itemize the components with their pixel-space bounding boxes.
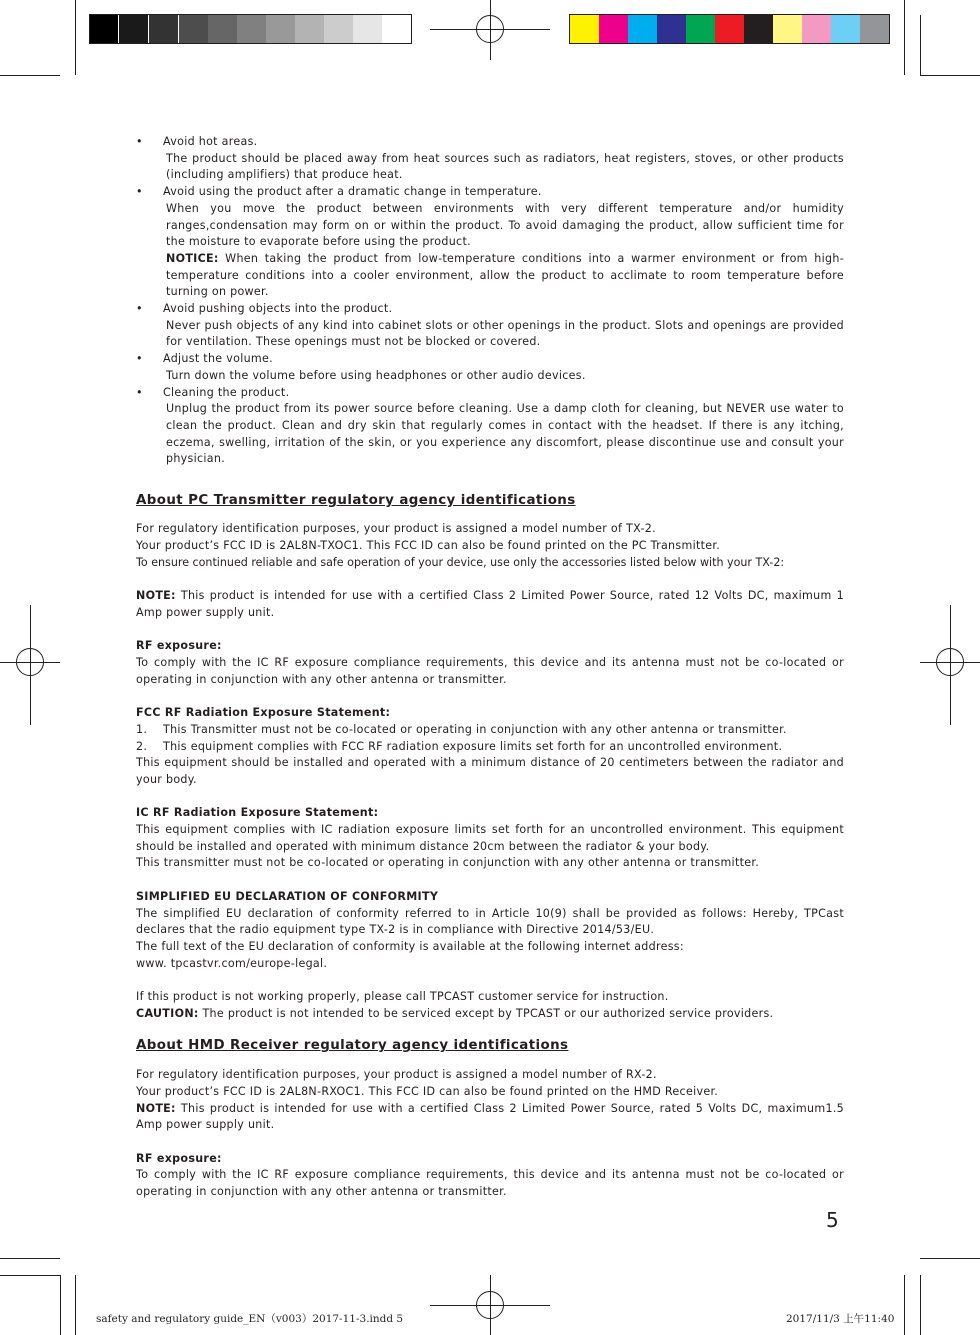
slug-timestamp: 2017/11/3 上午11:40 bbox=[786, 1313, 895, 1325]
fcc-list-text: This equipment complies with FCC RF radiation exposure limits set forth for an uncontrolled environment. bbox=[163, 739, 783, 753]
bullet-body: The product should be placed away from heat sources such as radiators, heat registers, stoves, or other products (including amplifiers) that produce heat. bbox=[166, 151, 844, 182]
bullet-title: • Avoid using the product after a dramatic change in temperature. bbox=[136, 184, 844, 201]
slug-file-info: safety and regulatory guide_EN（v003）2017-11-3.indd 5 bbox=[96, 1313, 404, 1325]
pc-rf-heading: RF exposure: bbox=[136, 639, 222, 653]
hmd-intro-model: For regulatory identification purposes, your product is assigned a model number of RX-2. bbox=[136, 1068, 657, 1082]
fcc-list-number: 1. bbox=[136, 722, 148, 736]
caution-label: CAUTION: bbox=[136, 1006, 199, 1020]
crop-mark bbox=[920, 1275, 921, 1335]
crop-mark bbox=[75, 1275, 76, 1335]
crop-mark bbox=[0, 1275, 60, 1276]
pc-intro-fccid: Your product’s FCC ID is 2AL8N-TXOC1. This FCC ID can also be found printed on the PC Transmitter. bbox=[136, 539, 721, 553]
bullet-title: • Avoid pushing objects into the product. bbox=[136, 301, 844, 318]
crop-mark bbox=[920, 1258, 980, 1259]
crop-mark bbox=[904, 1275, 905, 1335]
gray-bar-outline bbox=[89, 14, 412, 44]
pc-intro-accessories: To ensure continued reliable and safe operation of your device, use only the accessories listed below with your TX-2: bbox=[136, 555, 785, 569]
pc-intro-model: For regulatory identification purposes, your product is assigned a model number of TX-2. bbox=[136, 522, 656, 536]
hmd-note bbox=[136, 1101, 844, 1134]
crop-mark bbox=[920, 15, 921, 75]
hmd-rf-text: To comply with the IC RF exposure compliance requirements, this device and its antenna must not be co-located or operating in conjunction with any other antenna or transmitter. bbox=[136, 1168, 844, 1199]
crop-mark bbox=[920, 75, 980, 76]
hmd-intro-fccid: Your product’s FCC ID is 2AL8N-RXOC1. This FCC ID can also be found printed on the HMD Receiver. bbox=[136, 1084, 719, 1098]
bullet-body: Never push objects of any kind into cabinet slots or other openings in the product. Slots and openings are provided for ventilation. These openings must not be blocked or covered. bbox=[166, 318, 844, 349]
pc-ic-text: This equipment complies with IC radiation exposure limits set forth for an uncontrolled environment. This equipment should be installed and operated with minimum distance 20cm between the radiator & your body. bbox=[136, 823, 844, 853]
note-label: NOTE: bbox=[136, 1101, 176, 1115]
hmd-section-heading: About HMD Receiver regulatory agency identifications bbox=[136, 1038, 569, 1054]
bullet-body: Turn down the volume before using headphones or other audio devices. bbox=[166, 368, 586, 382]
notice-text: When taking the product from low-temperature conditions into a warmer environment or from high-temperature conditions into a cooler environment, allow the product to acclimate to room temperature before turning on power. bbox=[166, 251, 844, 299]
pc-eu-heading: SIMPLIFIED EU DECLARATION OF CONFORMITY bbox=[136, 889, 439, 903]
pc-ic-heading: IC RF Radiation Exposure Statement: bbox=[136, 806, 379, 820]
notice-paragraph bbox=[136, 251, 844, 301]
bullet-body: Unplug the product from its power source before cleaning. Use a damp cloth for cleaning, but NEVER use water to clean the product. Clean and dry skin that regularly comes in contact with the headset. If there is any itching, eczema, swelling, irritation of the skin, or you experience any discomfort, please discontinue use and consult your physician. bbox=[166, 402, 844, 466]
bullet-body: When you move the product between environments with very different temperature and/or humidity ranges,condensation may form on or within the product. To avoid damaging the product, allow sufficient time for the moisture to evaporate before using the product. bbox=[166, 201, 844, 249]
pc-ic-text: This transmitter must not be co-located or operating in conjunction with any other antenna or transmitter. bbox=[136, 856, 760, 870]
crop-mark bbox=[904, 0, 905, 75]
pc-eu-text: The simplified EU declaration of conformity referred to in Article 10(9) shall be provided as follows: Hereby, TPCast declares that the radio equipment type TX-2 is in compliance with Directive 2014/53/EU. bbox=[136, 906, 844, 937]
bullet-title: • Cleaning the product. bbox=[136, 385, 844, 402]
note-label: NOTE: bbox=[136, 589, 176, 603]
color-bar-outline bbox=[569, 14, 890, 44]
page-content bbox=[136, 134, 844, 1201]
crop-mark bbox=[60, 1275, 61, 1335]
crop-mark bbox=[75, 0, 76, 75]
crop-mark bbox=[0, 1258, 60, 1259]
notice-label: NOTICE: bbox=[166, 251, 219, 265]
page-number: 5 bbox=[826, 1208, 839, 1232]
fcc-list-item bbox=[136, 739, 844, 756]
bullet-title: • Avoid hot areas. bbox=[136, 134, 844, 151]
fcc-list-text: This Transmitter must not be co-located or operating in conjunction with any other antenna or transmitter. bbox=[163, 722, 787, 736]
note-text: This product is intended for use with a certified Class 2 Limited Power Source, rated 12 Volts DC, maximum 1 Amp power supply unit. bbox=[136, 589, 844, 619]
pc-rf-text: To comply with the IC RF exposure compliance requirements, this device and its antenna must not be co-located or operating in conjunction with any other antenna or transmitter. bbox=[136, 656, 844, 686]
pc-note bbox=[136, 588, 844, 621]
hmd-rf-heading: RF exposure: bbox=[136, 1151, 222, 1165]
caution-text: The product is not intended to be serviced except by TPCAST or our authorized service providers. bbox=[198, 1006, 774, 1020]
bullet-title: • Adjust the volume. bbox=[136, 351, 844, 368]
pc-service-text: If this product is not working properly, please call TPCAST customer service for instruction. bbox=[136, 990, 669, 1004]
pc-fcc-text: This equipment should be installed and operated with a minimum distance of 20 centimeters between the radiator and your body. bbox=[136, 756, 844, 786]
fcc-list-number: 2. bbox=[136, 739, 148, 753]
pc-eu-url: www. tpcastvr.com/europe-legal. bbox=[136, 956, 328, 970]
crop-mark bbox=[0, 75, 60, 76]
note-text: This product is intended for use with a certified Class 2 Limited Power Source, rated 5 Volts DC, maximum1.5 Amp power supply unit. bbox=[136, 1101, 844, 1132]
pc-caution bbox=[136, 1006, 844, 1023]
fcc-list-item bbox=[136, 722, 844, 739]
pc-eu-text: The full text of the EU declaration of conformity is available at the following internet address: bbox=[136, 939, 684, 953]
pc-section-heading: About PC Transmitter regulatory agency identifications bbox=[136, 492, 576, 508]
pc-fcc-heading: FCC RF Radiation Exposure Statement: bbox=[136, 706, 391, 720]
